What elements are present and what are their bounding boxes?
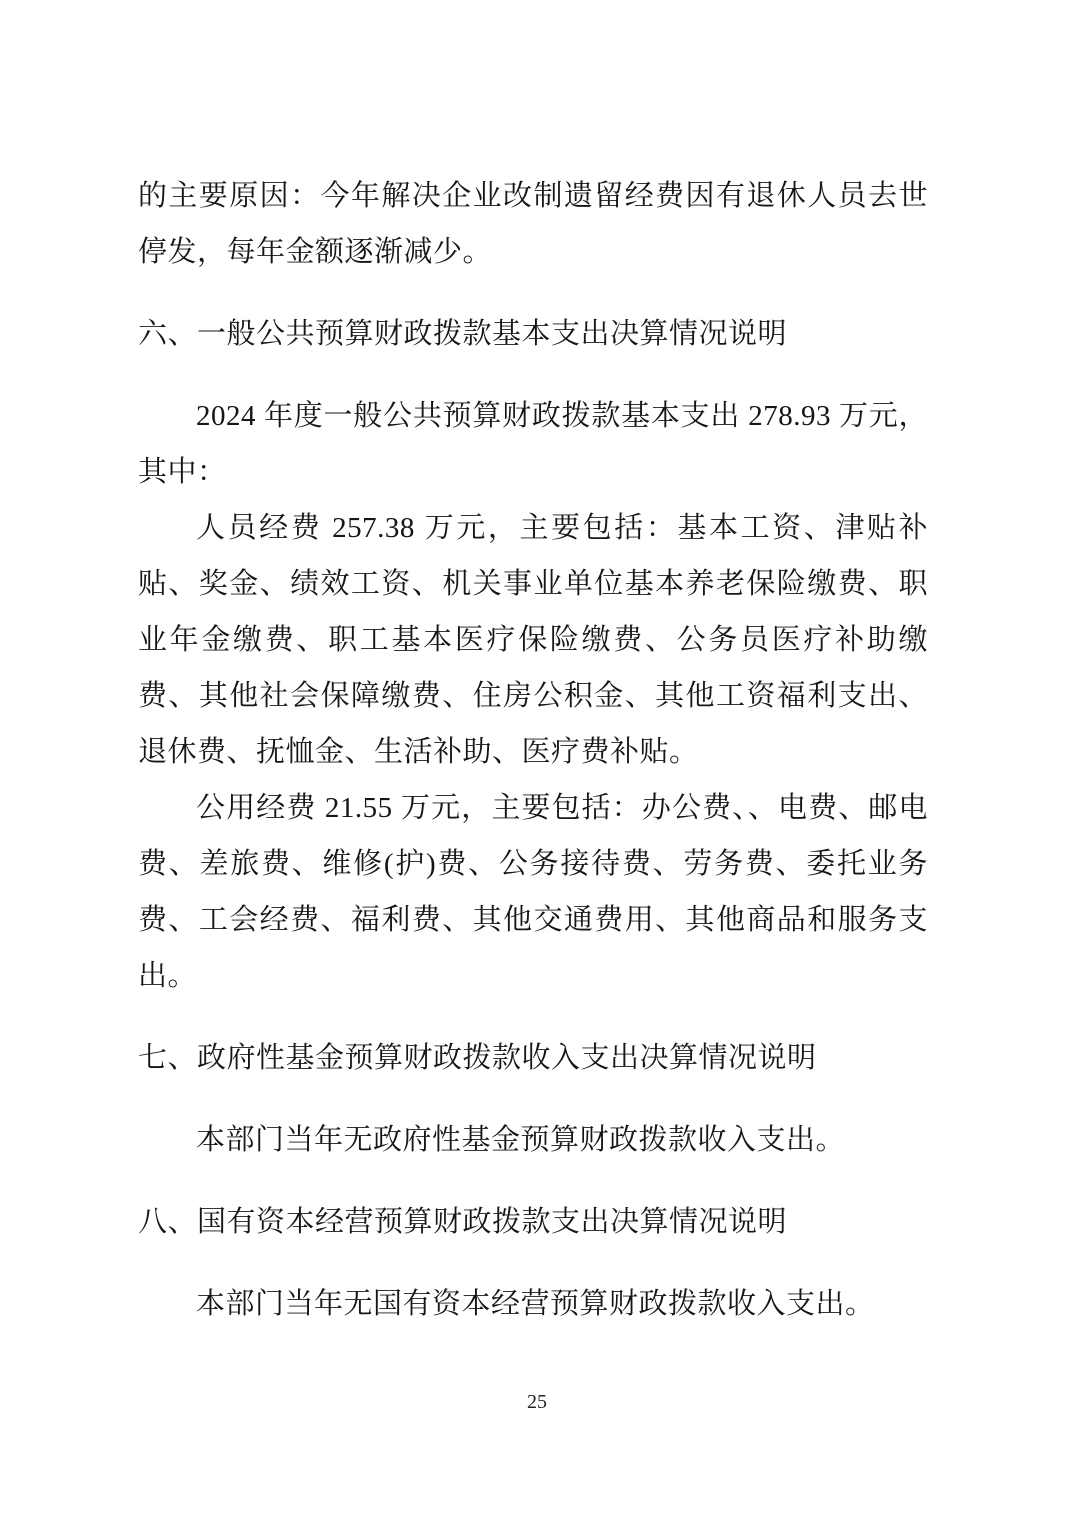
- section-heading-seven-govt-fund-budget: 七、政府性基金预算财政拨款收入支出决算情况说明: [138, 1042, 817, 1074]
- section-heading-six-basic-expenditure: 六、一般公共预算财政拨款基本支出决算情况说明: [138, 318, 788, 350]
- paragraph-state-capital-statement: 本部门当年无国有资本经营预算财政拨款收入支出。: [196, 1288, 875, 1320]
- paragraph-public-expenses: 公用经费 21.55 万元，主要包括：办公费、、电费、邮电费、差旅费、维修(护)费、公务接待费、劳务费、委托业务费、工会经费、福利费、其他交通费用、其他商品和服务支出。: [138, 792, 928, 992]
- section-heading-eight-state-capital-budget: 八、国有资本经营预算财政拨款支出决算情况说明: [138, 1206, 788, 1238]
- paragraph-personnel-expenses: 人员经费 257.38 万元，主要包括：基本工资、津贴补贴、奖金、绩效工资、机关事业单位基本养老保险缴费、职业年金缴费、职工基本医疗保险缴费、公务员医疗补助缴费、其他社会保障缴费、住房公积金、其他工资福利支出、退休费、抚恤金、生活补助、医疗费补贴。: [138, 512, 928, 768]
- page-footer: [0, 1388, 1074, 1416]
- paragraph-govt-fund-statement: 本部门当年无政府性基金预算财政拨款收入支出。: [196, 1124, 846, 1156]
- page-number: 25: [527, 1391, 547, 1413]
- paragraph-basic-expenditure-total: 2024 年度一般公共预算财政拨款基本支出 278.93 万元，其中：: [138, 400, 928, 488]
- document-body: [138, 168, 928, 1332]
- paragraph-carryover-reason: 的主要原因：今年解决企业改制遗留经费因有退休人员去世停发，每年金额逐渐减少。: [138, 180, 928, 268]
